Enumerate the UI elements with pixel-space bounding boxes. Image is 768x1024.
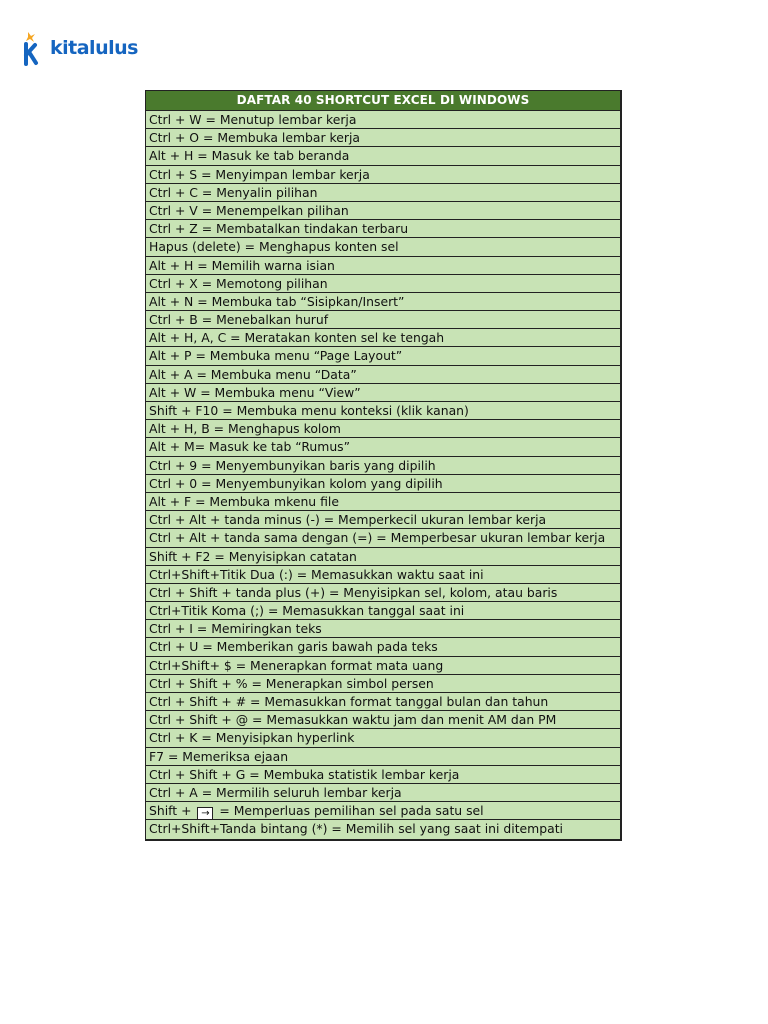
table-row: Ctrl + W = Menutup lembar kerja: [146, 111, 620, 129]
table-row: Alt + H = Masuk ke tab beranda: [146, 147, 620, 165]
table-row: Ctrl + V = Menempelkan pilihan: [146, 202, 620, 220]
table-row: Ctrl + Shift + % = Menerapkan simbol persen: [146, 675, 620, 693]
table-row: Alt + F = Membuka mkenu file: [146, 493, 620, 511]
table-title: DAFTAR 40 SHORTCUT EXCEL DI WINDOWS: [146, 91, 620, 111]
table-row: Ctrl + A = Mermilih seluruh lembar kerja: [146, 784, 620, 802]
table-row: Ctrl + Alt + tanda minus (-) = Memperkecil ukuran lembar kerja: [146, 511, 620, 529]
arrow-row-prefix: Shift +: [149, 803, 192, 819]
table-row: Ctrl + O = Membuka lembar kerja: [146, 129, 620, 147]
table-row: Ctrl + Shift + G = Membuka statistik lembar kerja: [146, 766, 620, 784]
table-row: Ctrl+Shift+Tanda bintang (*) = Memilih sel yang saat ini ditempati: [146, 820, 620, 838]
right-arrow-key-icon: →: [197, 807, 213, 820]
table-row: Ctrl+Shift+Titik Dua (:) = Memasukkan waktu saat ini: [146, 566, 620, 584]
table-row: Ctrl + Shift + @ = Memasukkan waktu jam dan menit AM dan PM: [146, 711, 620, 729]
table-row: Hapus (delete) = Menghapus konten sel: [146, 238, 620, 256]
table-row: Ctrl + 0 = Menyembunyikan kolom yang dipilih: [146, 475, 620, 493]
table-row: Ctrl + B = Menebalkan huruf: [146, 311, 620, 329]
table-row: Ctrl+Shift+ $ = Menerapkan format mata uang: [146, 657, 620, 675]
table-row: Ctrl + Z = Membatalkan tindakan terbaru: [146, 220, 620, 238]
table-row: Alt + W = Membuka menu “View”: [146, 384, 620, 402]
table-row: Ctrl + K = Menyisipkan hyperlink: [146, 729, 620, 747]
table-row: Alt + A = Membuka menu “Data”: [146, 366, 620, 384]
table-row: Ctrl + 9 = Menyembunyikan baris yang dipilih: [146, 457, 620, 475]
logo-text: kitalulus: [50, 37, 138, 59]
table-row: Alt + M= Masuk ke tab “Rumus”: [146, 438, 620, 456]
table-row: Alt + N = Membuka tab “Sisipkan/Insert”: [146, 293, 620, 311]
table-row: Ctrl + I = Memiringkan teks: [146, 620, 620, 638]
table-row: Shift + F2 = Menyisipkan catatan: [146, 548, 620, 566]
table-row: Ctrl + S = Menyimpan lembar kerja: [146, 166, 620, 184]
table-row: Ctrl + C = Menyalin pilihan: [146, 184, 620, 202]
table-row: Ctrl + Shift + tanda plus (+) = Menyisipkan sel, kolom, atau baris: [146, 584, 620, 602]
table-row: Alt + H, A, C = Meratakan konten sel ke tengah: [146, 329, 620, 347]
table-row: Shift + F10 = Membuka menu konteksi (klik kanan): [146, 402, 620, 420]
kitalulus-logo-icon: [22, 28, 48, 68]
table-row: Ctrl+Titik Koma (;) = Memasukkan tanggal saat ini: [146, 602, 620, 620]
kitalulus-logo: [22, 28, 138, 68]
table-row: Ctrl + U = Memberikan garis bawah pada teks: [146, 638, 620, 656]
table-row: Ctrl + X = Memotong pilihan: [146, 275, 620, 293]
shortcut-table: [145, 90, 622, 841]
table-row: Ctrl + Shift + # = Memasukkan format tanggal bulan dan tahun: [146, 693, 620, 711]
table-row-shift-arrow: [146, 802, 620, 820]
table-row: Alt + H, B = Menghapus kolom: [146, 420, 620, 438]
table-row: Alt + P = Membuka menu “Page Layout”: [146, 347, 620, 365]
table-row: Ctrl + Alt + tanda sama dengan (=) = Memperbesar ukuran lembar kerja: [146, 529, 620, 547]
table-row: Alt + H = Memilih warna isian: [146, 257, 620, 275]
table-row: F7 = Memeriksa ejaan: [146, 748, 620, 766]
arrow-row-suffix: = Memperluas pemilihan sel pada satu sel: [219, 803, 484, 819]
